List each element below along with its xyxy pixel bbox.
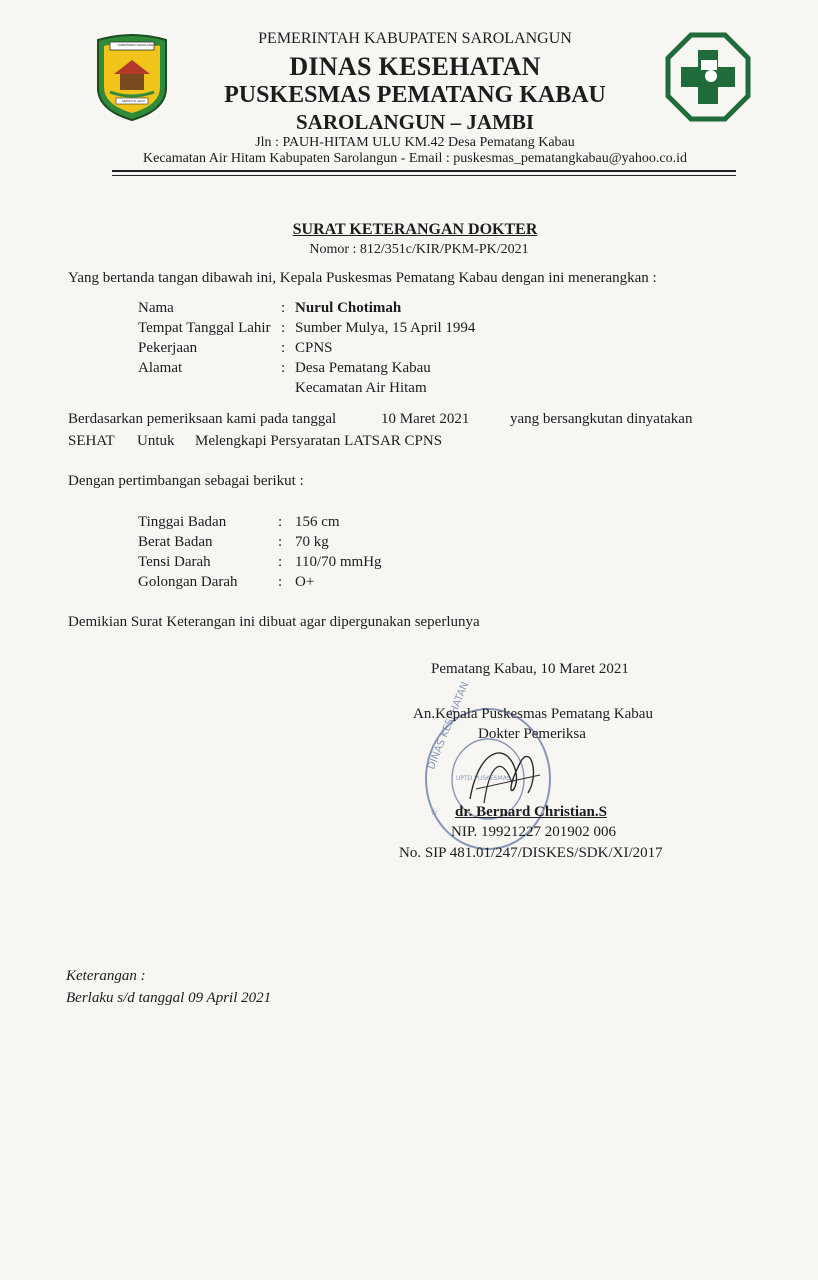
measurement-label: Tensi Darah	[138, 554, 211, 570]
header-agency-line: DINAS KESEHATAN	[289, 52, 541, 81]
signer-sip: No. SIP 481.01/247/DISKES/SDK/XI/2017	[399, 845, 663, 861]
measurement-value: 110/70 mmHg	[295, 554, 382, 570]
signer-nip: NIP. 19921227 201902 006	[451, 824, 617, 840]
identity-colon: :	[281, 340, 286, 356]
svg-text:☆: ☆	[430, 808, 439, 818]
exam-statement: Berdasarkan pemeriksaan kami pada tanggal	[68, 411, 337, 427]
notes-label: Keterangan :	[66, 968, 146, 984]
letter-title: SURAT KETERANGAN DOKTER	[292, 221, 538, 238]
header-puskesmas-line: PUSKESMAS PEMATANG KABAU	[224, 82, 606, 108]
considerations-intro: Dengan pertimbangan sebagai berikut :	[68, 473, 304, 489]
measurement-label: Golongan Darah	[138, 574, 238, 590]
header-divider-thin	[112, 175, 736, 176]
header-email-line: Kecamatan Air Hitam Kabupaten Sarolangun - Email : puskesmas_pematangkabau@yahoo.co.id	[143, 151, 687, 166]
place-and-date: Pematang Kabau, 10 Maret 2021	[431, 661, 629, 677]
notes-validity: Berlaku s/d tanggal 09 April 2021	[66, 990, 272, 1006]
identity-colon: :	[281, 320, 286, 336]
closing-statement: Demikian Surat Keterangan ini dibuat agar dipergunakan seperlunya	[68, 614, 480, 630]
measurement-value: 70 kg	[295, 534, 329, 550]
signer-role: Dokter Pemeriksa	[478, 726, 586, 742]
header-divider-thick	[112, 170, 736, 172]
identity-label: Pekerjaan	[138, 340, 198, 356]
purpose-text: Melengkapi Persyaratan LATSAR CPNS	[195, 433, 443, 449]
left-logo-motto-text: SEPUCUK ADAT	[122, 99, 145, 103]
exam-statement-end: yang bersangkutan dinyatakan	[510, 411, 693, 427]
measurement-label: Berat Badan	[138, 534, 213, 550]
identity-label: Tempat Tanggal Lahir	[138, 320, 271, 336]
on-behalf-of: An.Kepala Puskesmas Pematang Kabau	[413, 706, 653, 722]
measurement-colon: :	[278, 574, 283, 590]
identity-label: Alamat	[138, 360, 183, 376]
left-logo-banner-text: KABUPATEN SAROLANGUN	[118, 43, 158, 47]
signer-name: dr. Bernard Christian.S	[455, 804, 607, 820]
identity-colon: :	[281, 360, 286, 376]
identity-value: Desa Pematang Kabau	[295, 360, 431, 376]
identity-value: Sumber Mulya, 15 April 1994	[295, 320, 476, 336]
measurement-value: 156 cm	[295, 514, 340, 530]
exam-date: 10 Maret 2021	[381, 411, 470, 427]
measurement-colon: :	[278, 554, 283, 570]
header-region-line: SAROLANGUN – JAMBI	[295, 110, 534, 134]
measurement-label: Tinggai Badan	[138, 514, 227, 530]
intro-paragraph: Yang bertanda tangan dibawah ini, Kepala Puskesmas Pematang Kabau dengan ini menerangkan :	[68, 270, 657, 286]
header-government-line: PEMERINTAH KABUPATEN SAROLANGUN	[258, 30, 572, 47]
letter-number: Nomor : 812/351c/KIR/PKM-PK/2021	[309, 242, 529, 257]
identity-label: Nama	[138, 300, 174, 316]
identity-address-continued: Kecamatan Air Hitam	[295, 380, 427, 396]
identity-value: CPNS	[295, 340, 333, 356]
stamp-inner-text: UPTD PUSKESMAS	[456, 775, 511, 782]
purpose-label: Untuk	[137, 433, 175, 449]
measurement-colon: :	[278, 534, 283, 550]
measurement-colon: :	[278, 514, 283, 530]
health-status: SEHAT	[68, 433, 115, 449]
identity-colon: :	[281, 300, 286, 316]
stamp-ring-text: DINAS KESEHATAN	[426, 680, 472, 772]
measurement-value: O+	[295, 574, 315, 590]
identity-value: Nurul Chotimah	[295, 300, 402, 316]
header-address-line: Jln : PAUH-HITAM ULU KM.42 Desa Pematang Kabau	[255, 135, 575, 150]
